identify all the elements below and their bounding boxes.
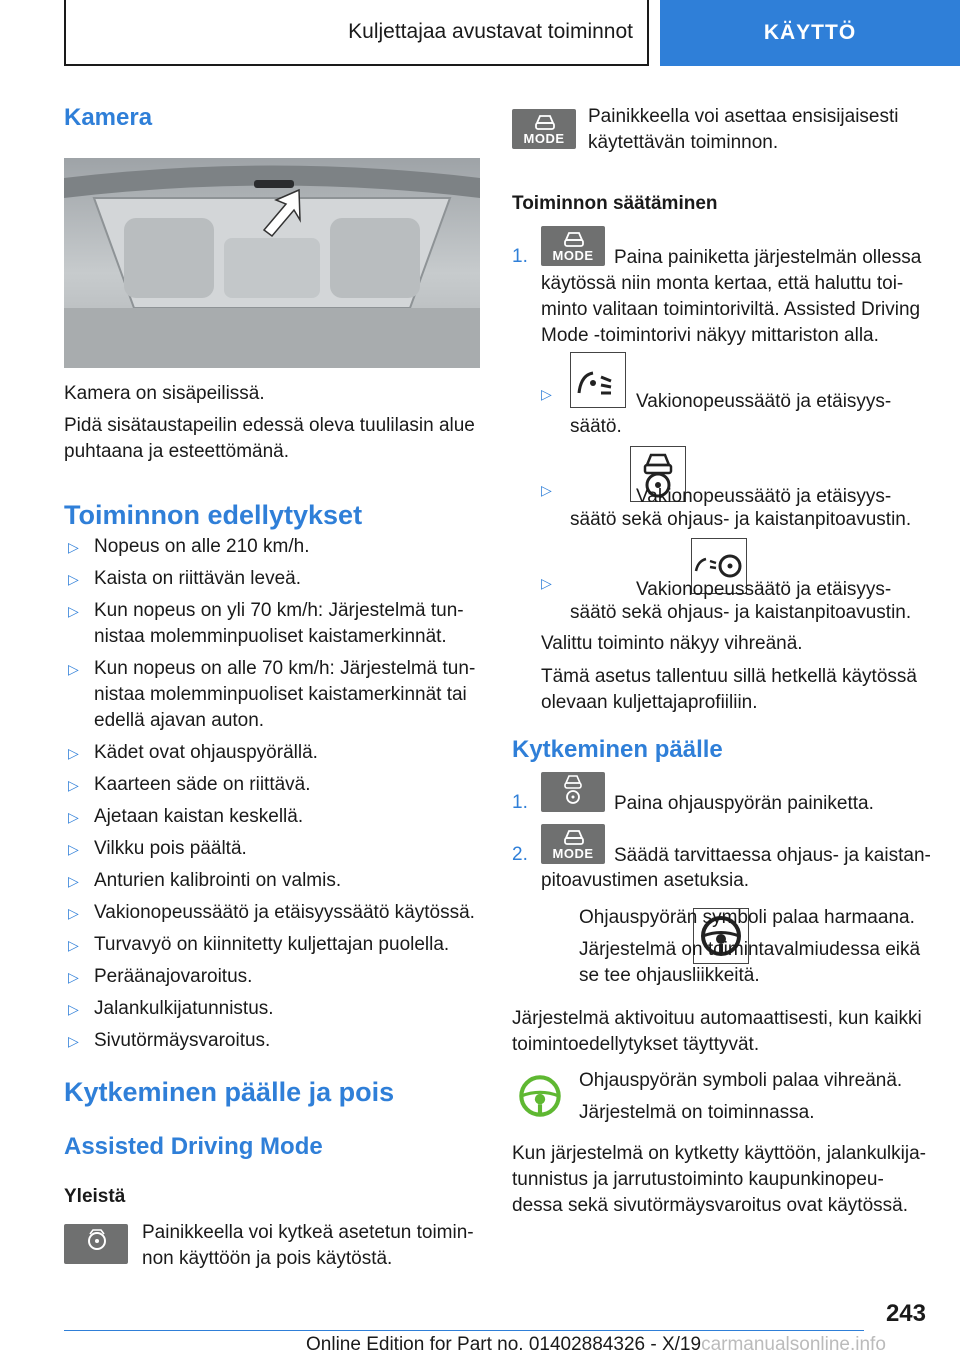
requirement-item <box>64 932 484 958</box>
saved-note-line2: olevaan kuljettajaprofiiliin. <box>541 692 758 713</box>
option-2-line2: säätö sekä ohjaus- ja kaistanpitoavustin. <box>570 509 912 530</box>
mode-label-3: MODE <box>552 846 594 861</box>
on-step-1-text: Paina ohjauspyörän painiketta. <box>614 793 874 814</box>
bullet-triangle-icon: ▷ <box>68 809 79 825</box>
requirement-line: nistaa molemminpuoliset kaistamerkinnät tai <box>94 684 467 705</box>
requirement-line: Kädet ovat ohjauspyörällä. <box>94 742 318 763</box>
requirement-line: Kun nopeus on alle 70 km/h: Järjestelmä tun- <box>94 658 476 679</box>
requirement-line: edellä ajavan auton. <box>94 710 265 731</box>
requirement-item <box>64 534 484 560</box>
switch-on-heading: Kytkeminen päälle <box>512 736 723 763</box>
grey-symbol-text: Ohjauspyörän symboli palaa harmaana. <box>579 907 915 928</box>
requirement-line: Sivutörmäysvaroitus. <box>94 1030 271 1051</box>
requirement-line: Kaarteen säde on riittävä. <box>94 774 311 795</box>
edition-text: Online Edition for Part no. 01402884326 - X/19 <box>306 1334 702 1355</box>
final-line2: tunnistus ja jarrutustoiminto kaupunkinopeu- <box>512 1169 884 1190</box>
requirement-item <box>64 964 484 990</box>
requirement-item <box>64 598 484 650</box>
steering-wheel-green-icon <box>512 1068 568 1124</box>
bullet-triangle-icon: ▷ <box>68 841 79 857</box>
auto-activation-line2: toimintoedellytykset täyttyvät. <box>512 1034 760 1055</box>
steering-button-icon <box>541 772 605 817</box>
general-text-line1: Painikkeella voi kytkeä asetetun toimin- <box>142 1222 474 1243</box>
bullet-triangle-icon: ▷ <box>68 745 79 761</box>
mode-button-icon <box>512 109 576 154</box>
requirement-item <box>64 836 484 862</box>
requirement-line: Vilkku pois päältä. <box>94 838 247 859</box>
requirement-line: Peräänajovaroitus. <box>94 966 253 987</box>
general-text-line2: non käyttöön ja pois käytöstä. <box>142 1248 393 1269</box>
mode-label-2: MODE <box>552 248 594 263</box>
general-heading: Yleistä <box>64 1186 126 1207</box>
acc-icon <box>570 352 626 408</box>
bullet-triangle-icon: ▷ <box>68 969 79 985</box>
on-step-2-line2: pitoavustimen asetuksia. <box>541 870 750 891</box>
bullet-triangle-icon: ▷ <box>68 873 79 889</box>
requirement-item <box>64 772 484 798</box>
camera-location-text: Kamera on sisäpeilissä. <box>64 383 265 404</box>
final-line3: dessa sekä sivutörmäysvaroitus ovat käytössä. <box>512 1195 909 1216</box>
option-2-line1: Vakionopeussäätö ja etäisyys- <box>636 486 892 507</box>
requirement-item <box>64 740 484 766</box>
watermark-text: carmanualsonline.info <box>701 1334 886 1355</box>
on-step-2-mode-icon <box>541 824 605 869</box>
chapter-tab: KÄYTTÖ <box>660 0 960 66</box>
requirement-line: Kaista on riittävän leveä. <box>94 568 302 589</box>
camera-heading: Kamera <box>64 104 153 131</box>
bullet-triangle-icon: ▷ <box>68 603 79 619</box>
option-3-line1: Vakionopeussäätö ja etäisyys- <box>636 579 892 600</box>
bullet-triangle-icon: ▷ <box>68 661 79 677</box>
active-text: Järjestelmä on toiminnassa. <box>579 1102 815 1123</box>
requirement-line: Vakionopeussäätö ja etäisyyssäätö käytössä. <box>94 902 475 923</box>
requirement-line: Anturien kalibrointi on valmis. <box>94 870 342 891</box>
page-number: 243 <box>885 1300 926 1327</box>
section-title: Kuljettajaa avustavat toiminnot <box>64 0 649 66</box>
footer-text <box>306 1334 886 1356</box>
step-1-mode-icon <box>541 226 605 271</box>
mode-intro-line2: käytettävän toiminnon. <box>588 132 779 153</box>
option-1-bullet: ▷ <box>541 386 552 402</box>
camera-clean-text-line2: puhtaana ja esteettömänä. <box>64 441 290 462</box>
requirement-line: Jalankulkijatunnistus. <box>94 998 274 1019</box>
requirement-item <box>64 868 484 894</box>
requirements-heading: Toiminnon edellytykset <box>64 500 363 530</box>
requirement-line: Turvavyö on kiinnitetty kuljettajan puolella. <box>94 934 450 955</box>
requirement-item <box>64 996 484 1022</box>
requirement-item <box>64 566 484 592</box>
requirement-line: nistaa molemminpuoliset kaistamerkinnät. <box>94 626 447 647</box>
car-interior-image <box>64 158 480 368</box>
adm-heading: Assisted Driving Mode <box>64 1133 323 1160</box>
step-1-line3: minto valitaan toimintoriviltä. Assisted Driving <box>541 299 921 320</box>
auto-activation-line1: Järjestelmä aktivoituu automaattisesti, kun kaikki <box>512 1008 922 1029</box>
option-2-bullet: ▷ <box>541 482 552 498</box>
adjust-heading: Toiminnon säätäminen <box>512 193 718 214</box>
on-step-1-number: 1. <box>512 792 528 813</box>
mode-label: MODE <box>523 131 565 146</box>
bullet-triangle-icon: ▷ <box>68 571 79 587</box>
standby-line1: Järjestelmä on toimintavalmiudessa eikä <box>579 939 921 960</box>
requirement-line: Ajetaan kaistan keskellä. <box>94 806 304 827</box>
requirement-item <box>64 1028 484 1054</box>
page-header <box>64 0 960 66</box>
mode-intro-line1: Painikkeella voi asettaa ensisijaisesti <box>588 106 899 127</box>
final-line1: Kun järjestelmä on kytketty käyttöön, jalankulkija- <box>512 1143 926 1164</box>
step-1-line2: käytössä niin monta kertaa, että haluttu toi- <box>541 273 904 294</box>
requirement-line: Nopeus on alle 210 km/h. <box>94 536 310 557</box>
step-1-line1: Paina painiketta järjestelmän ollessa <box>614 247 922 268</box>
requirement-item <box>64 804 484 830</box>
bullet-triangle-icon: ▷ <box>68 937 79 953</box>
requirement-item <box>64 656 484 734</box>
option-3-line2: säätö sekä ohjaus- ja kaistanpitoavustin. <box>570 602 912 623</box>
camera-photo <box>64 158 480 368</box>
requirement-item <box>64 900 484 926</box>
option-3-bullet: ▷ <box>541 575 552 591</box>
on-step-2-number: 2. <box>512 844 528 865</box>
selected-note: Valittu toiminto näkyy vihreänä. <box>541 633 803 654</box>
bullet-triangle-icon: ▷ <box>68 777 79 793</box>
option-1-line2: säätö. <box>570 416 622 437</box>
footer-divider <box>64 1330 864 1331</box>
saved-note-line1: Tämä asetus tallentuu sillä hetkellä käytössä <box>541 666 917 687</box>
bullet-triangle-icon: ▷ <box>68 905 79 921</box>
green-symbol-text: Ohjauspyörän symboli palaa vihreänä. <box>579 1070 903 1091</box>
step-1-line4: Mode -toimintorivi näkyy mittariston alla. <box>541 325 879 346</box>
bullet-triangle-icon: ▷ <box>68 1033 79 1049</box>
requirement-line: Kun nopeus on yli 70 km/h: Järjestelmä tun- <box>94 600 464 621</box>
camera-clean-text-line1: Pidä sisätaustapeilin edessä oleva tuulilasin alue <box>64 415 475 436</box>
on-off-heading: Kytkeminen päälle ja pois <box>64 1077 395 1107</box>
adm-button-icon <box>64 1224 128 1269</box>
option-1-line1: Vakionopeussäätö ja etäisyys- <box>636 391 892 412</box>
standby-line2: se tee ohjausliikkeitä. <box>579 965 760 986</box>
bullet-triangle-icon: ▷ <box>68 539 79 555</box>
bullet-triangle-icon: ▷ <box>68 1001 79 1017</box>
on-step-2-line1: Säädä tarvittaessa ohjaus- ja kaistan- <box>614 845 931 866</box>
step-1-number: 1. <box>512 246 528 267</box>
